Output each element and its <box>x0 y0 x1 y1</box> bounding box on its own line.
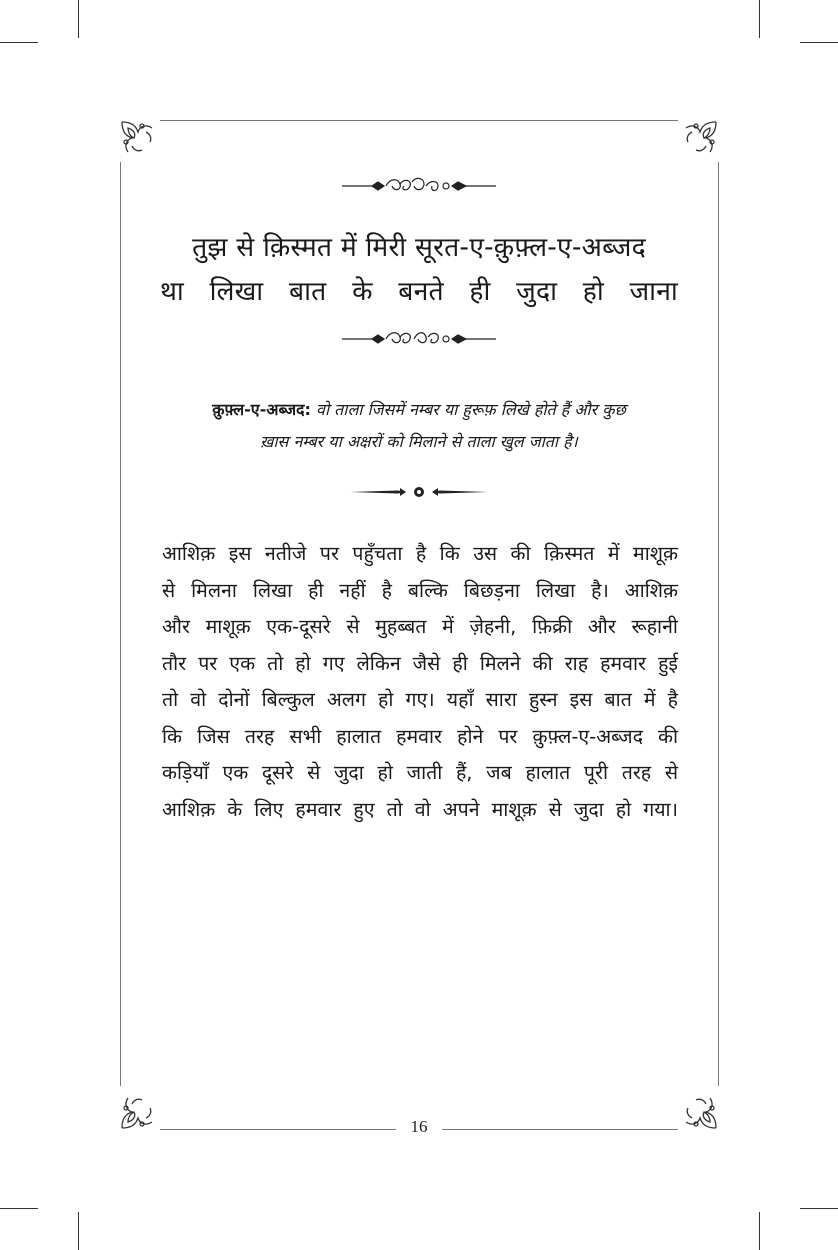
commentary-line: आशिक़ इस नतीजे पर पहुँचता है कि उस की क़िस्मत में माशूक़ <box>162 542 678 565</box>
commentary-line: तौर पर एक तो हो गए लेकिन जैसे ही मिलने की राह हमवार हुई <box>162 651 678 675</box>
commentary-line: और माशूक़ एक-दूसरे से मुहब्बत में ज़ेहनी, फ़िक्री और रूहानी <box>162 615 678 638</box>
commentary-line: तो वो दोनों बिल्कुल अलग हो गए। यहाँ सारा हुस्न इस बात में है <box>162 688 678 711</box>
crop-mark <box>800 42 838 43</box>
glossary-line-2: ख़ास नम्बर या अक्षरों को मिलाने से ताला खुल जाता है। <box>260 432 578 451</box>
crop-mark <box>0 42 38 43</box>
crop-mark <box>759 0 760 38</box>
glossary-note <box>150 394 688 458</box>
page-number: 16 <box>410 1117 428 1136</box>
corner-flourish-icon <box>680 118 720 158</box>
couplet <box>160 226 678 314</box>
crop-mark <box>78 1212 79 1250</box>
commentary-line: कड़ियाँ एक दूसरे से जुदा हो जाती हैं, जब हालात पूरी तरह से <box>162 761 678 784</box>
couplet-line-2: था लिखा बात के बनते ही जुदा हो जाना <box>160 276 678 307</box>
commentary-paragraph <box>162 536 678 828</box>
crop-mark <box>78 0 79 38</box>
ornamental-divider-icon <box>0 174 838 198</box>
crop-mark <box>800 1208 838 1209</box>
frame-right-line <box>718 162 719 1086</box>
small-divider-icon <box>0 480 838 504</box>
couplet-line-1: तुझ से क़िस्मत में मिरी सूरत-ए-क़ुफ़्ल-ए-अब्जद <box>192 232 646 263</box>
corner-flourish-icon <box>118 118 158 158</box>
crop-mark <box>759 1212 760 1250</box>
ornamental-divider-icon <box>0 327 838 351</box>
frame-left-line <box>120 162 121 1086</box>
commentary-line: कि जिस तरह सभी हालात हमवार होने पर क़ुफ़्ल-ए-अब्जद की <box>162 724 678 748</box>
glossary-line-1 <box>150 394 688 426</box>
commentary-line: आशिक़ के लिए हमवार हुए तो वो अपने माशूक़ से जुदा हो गया। <box>162 797 678 821</box>
crop-mark <box>0 1208 38 1209</box>
glossary-term: क़ुफ़्ल-ए-अब्जद: <box>212 400 311 419</box>
glossary-definition-part-1: वो ताला जिसमें नम्बर या हुरूफ़ लिखे होते हैं और कुछ <box>310 400 626 419</box>
commentary-line: से मिलना लिखा ही नहीं है बल्कि बिछड़ना लिखा है। आशिक़ <box>162 578 678 602</box>
frame-top-line <box>160 120 678 121</box>
